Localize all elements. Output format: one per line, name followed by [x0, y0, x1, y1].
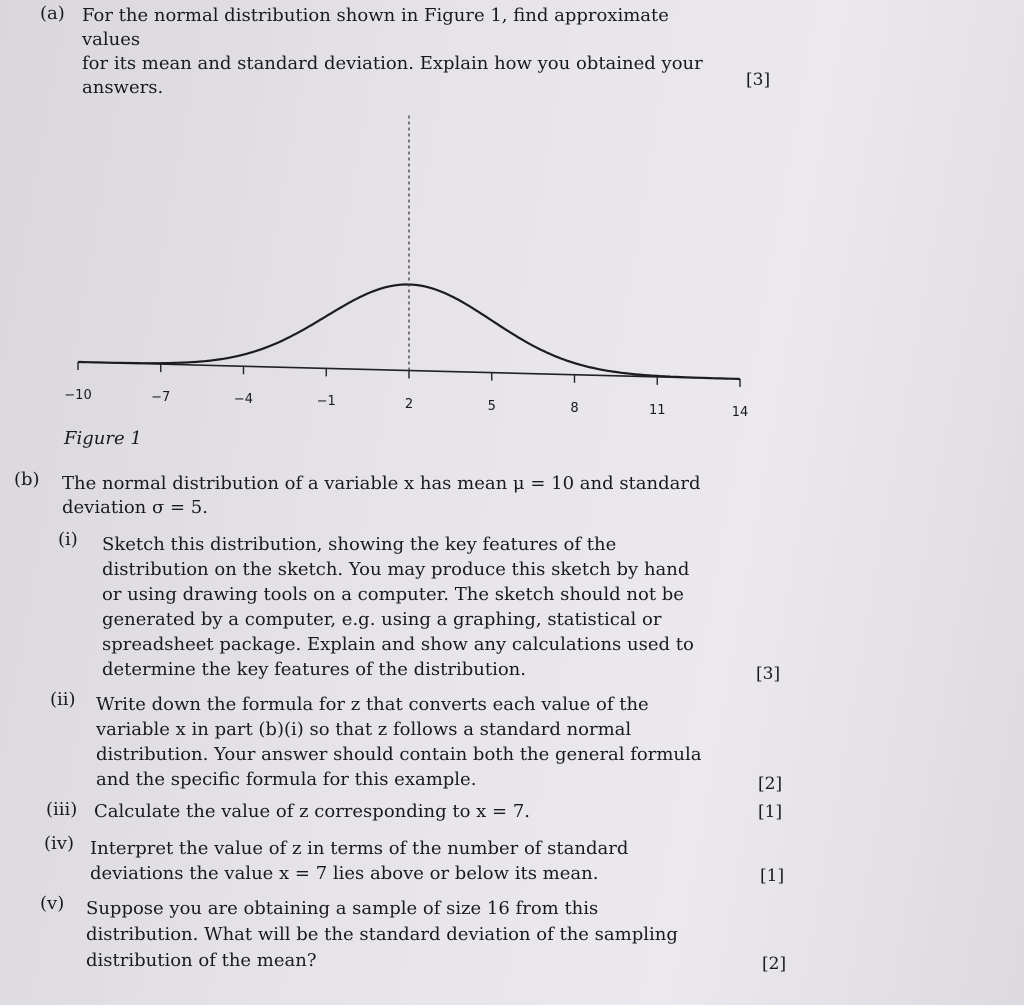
- x-tick-label: −1: [316, 394, 336, 410]
- item-i-line: spreadsheet package. Explain and show any calculations used to: [102, 634, 694, 655]
- item-iv-text: [90, 836, 710, 886]
- x-tick-label: 14: [731, 405, 749, 420]
- item-i-text: [102, 532, 722, 682]
- item-v-line: distribution. What will be the standard deviation of the sampling: [86, 924, 678, 945]
- x-tick-label: −10: [64, 388, 92, 403]
- item-i-line: generated by a computer, e.g. using a graphing, statistical or: [102, 609, 662, 630]
- item-ii-marks: [2]: [758, 774, 783, 794]
- item-iii-text: [94, 800, 714, 824]
- part-b-intro-line: deviation σ = 5.: [62, 497, 208, 518]
- item-ii-label: (ii): [50, 689, 76, 710]
- x-tick-label: 2: [404, 396, 414, 412]
- item-i-line: or using drawing tools on a computer. The sketch should not be: [102, 584, 684, 605]
- x-tick-label: 11: [648, 402, 666, 418]
- item-v-marks: [2]: [762, 954, 787, 974]
- item-ii-text: [96, 692, 736, 792]
- item-v-text: [86, 896, 746, 974]
- x-tick-label: −7: [151, 390, 171, 406]
- part-b-intro-line: The normal distribution of a variable x has mean μ = 10 and standard: [62, 473, 701, 494]
- part-b-label: (b): [14, 469, 40, 490]
- figure-caption: Figure 1: [64, 428, 142, 449]
- item-iv-line: Interpret the value of z in terms of the number of standard: [90, 838, 629, 859]
- item-ii-line: Write down the formula for z that converts each value of the: [96, 694, 649, 715]
- part-a-marks: [3]: [746, 70, 771, 90]
- item-i-marks: [3]: [756, 664, 781, 684]
- item-iii-marks: [1]: [758, 802, 783, 822]
- part-a-line: for its mean and standard deviation. Explain how you obtained your: [82, 53, 703, 74]
- item-iv-line: deviations the value x = 7 lies above or below its mean.: [90, 863, 599, 884]
- item-v-line: distribution of the mean?: [86, 950, 317, 971]
- part-a-label: (a): [40, 3, 65, 24]
- part-a-line: answers.: [82, 77, 164, 98]
- part-a-line: For the normal distribution shown in Figure 1, find approximate values: [82, 5, 669, 50]
- item-v-label: (v): [40, 893, 65, 914]
- item-ii-line: variable x in part (b)(i) so that z follows a standard normal: [96, 719, 632, 740]
- item-i-line: Sketch this distribution, showing the key features of the: [102, 534, 617, 555]
- item-ii-line: and the specific formula for this example.: [96, 769, 477, 790]
- x-tick-label: 8: [570, 400, 579, 416]
- part-b-intro: [62, 472, 722, 520]
- item-i-line: determine the key features of the distribution.: [102, 659, 526, 680]
- item-i-label: (i): [58, 529, 78, 550]
- item-i-line: distribution on the sketch. You may produce this sketch by hand: [102, 559, 690, 580]
- item-iv-marks: [1]: [760, 866, 785, 886]
- x-tick-label: 5: [487, 398, 496, 414]
- item-ii-line: distribution. Your answer should contain both the general formula: [96, 744, 702, 765]
- item-iii-line: Calculate the value of z corresponding to x = 7.: [94, 801, 531, 822]
- item-iv-label: (iv): [44, 833, 74, 854]
- x-tick-label: −4: [233, 392, 254, 408]
- item-v-line: Suppose you are obtaining a sample of size 16 from this: [86, 898, 599, 919]
- item-iii-label: (iii): [46, 799, 78, 820]
